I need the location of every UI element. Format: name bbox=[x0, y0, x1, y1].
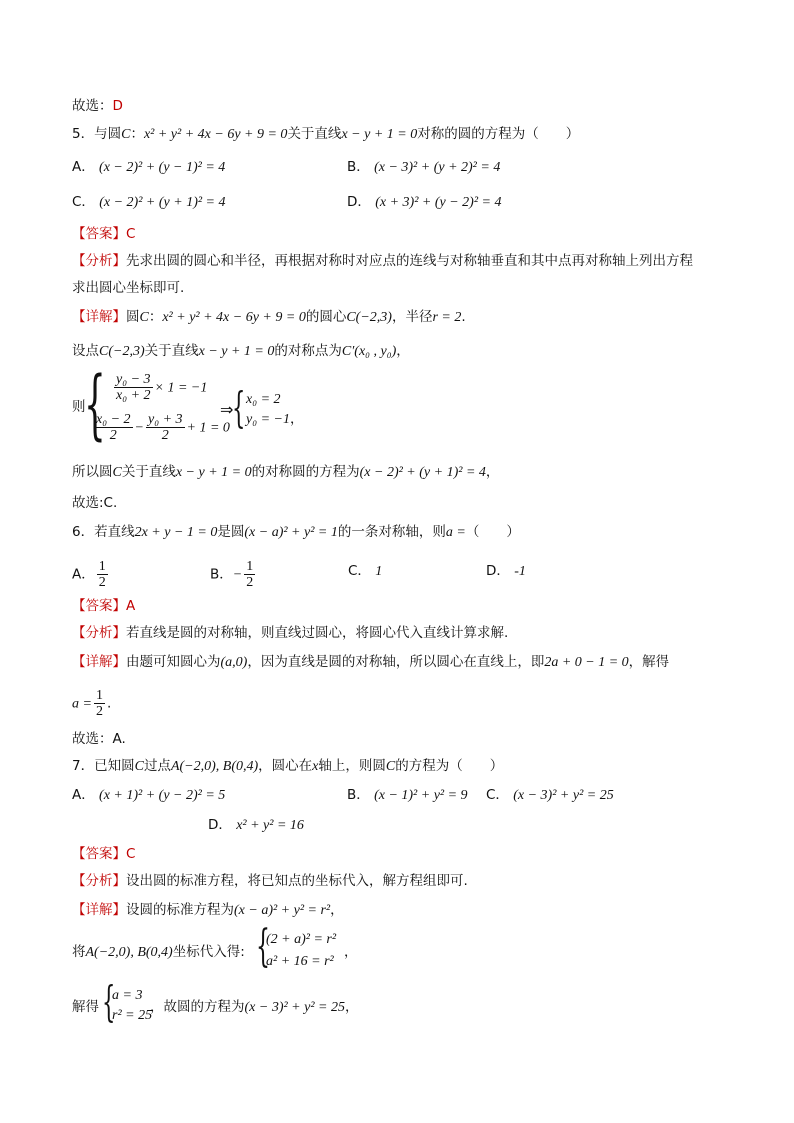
q6-option-a[interactable]: A． $\frac{1}{2}$ bbox=[72, 559, 106, 590]
q5-result-brace: { bbox=[232, 383, 246, 432]
q7-system-eq-1: (2 + a)² = r² bbox=[266, 932, 337, 947]
q5-option-d[interactable]: D． (x + 3)² + (y − 2)² = 4 bbox=[347, 194, 502, 210]
q5-detail-4: 所以圆C关于直线x − y + 1 = 0的对称圆的方程为(x − 2)² + (y + 1)² = 4， bbox=[72, 464, 500, 480]
q7-system-eq-2: a² + 16 = r² bbox=[266, 954, 334, 969]
q6-option-c[interactable]: C． 1 bbox=[348, 563, 383, 579]
q5-option-a[interactable]: A． (x − 2)² + (y − 1)² = 4 bbox=[72, 159, 226, 175]
q5-final: 故选:C. bbox=[72, 495, 118, 511]
q5-then-label: 则 bbox=[72, 399, 86, 415]
q6-detail-2: a = $\frac{1}{2}$ . bbox=[72, 688, 112, 719]
q5-analysis: 【分析】先求出圆的圆心和半径，再根据对称时对应点的连线与对称轴垂直和其中点再对称轴上列出方程 bbox=[72, 253, 693, 269]
q5-result-2: y₀ = −1， bbox=[246, 411, 304, 427]
q7-detail-2: 将A(−2,0), B(0,4)坐标代入得: bbox=[72, 944, 245, 960]
q5-implies-arrow: ⇒ bbox=[220, 400, 234, 419]
q6-detail-1: 【详解】由题可知圆心为(a,0)，因为直线是圆的对称轴，所以圆心在直线上，即2a + 0 − 1 = 0，解得 bbox=[72, 654, 670, 670]
q6-answer: 【答案】A bbox=[72, 598, 136, 614]
q7-option-b[interactable]: B． (x − 1)² + y² = 9 bbox=[347, 787, 468, 803]
q5-stem: 5．与圆C：x² + y² + 4x − 6y + 9 = 0关于直线x − y + 1 = 0对称的圆的方程为（ ） bbox=[72, 126, 580, 142]
q7-analysis: 【分析】设出圆的标准方程，将已知点的坐标代入，解方程组即可. bbox=[72, 873, 468, 889]
q5-detail-1: 【详解】圆C：x² + y² + 4x − 6y + 9 = 0的圆心C(−2,3)，半径r = 2. bbox=[72, 309, 466, 325]
q5-detail-2: 设点C(−2,3)关于直线x − y + 1 = 0的对称点为C′(x₀ , y₀)， bbox=[72, 343, 410, 359]
q6-stem: 6．若直线2x + y − 1 = 0是圆(x − a)² + y² = 1的一条对称轴，则a =（ ） bbox=[72, 524, 520, 540]
q7-result-2: r² = 25 bbox=[112, 1008, 153, 1023]
q6-option-b[interactable]: B．− $\frac{1}{2}$ bbox=[210, 559, 254, 590]
q5-option-b[interactable]: B． (x − 3)² + (y + 2)² = 4 bbox=[347, 159, 501, 175]
q5-system-eq-1: $\frac{\text{y₀ − 3}}{\text{x₀ + 2}}$ × 1 = −1 bbox=[116, 372, 208, 403]
q4-answer: D bbox=[112, 98, 123, 114]
q7-option-c[interactable]: C． (x − 3)² + y² = 25 bbox=[486, 787, 614, 803]
q7-option-d[interactable]: D． x² + y² = 16 bbox=[208, 817, 304, 833]
q7-detail-1: 【详解】设圆的标准方程为(x − a)² + y² = r²， bbox=[72, 902, 344, 918]
q7-system-brace: { bbox=[256, 921, 270, 972]
q7-option-a[interactable]: A． (x + 1)² + (y − 2)² = 5 bbox=[72, 787, 226, 803]
q6-option-d[interactable]: D． -1 bbox=[486, 563, 526, 579]
q6-final: 故选：A. bbox=[72, 731, 126, 747]
q7-stem: 7．已知圆C过点A(−2,0), B(0,4)，圆心在x轴上，则圆C的方程为（ ） bbox=[72, 758, 504, 774]
q6-analysis: 【分析】若直线是圆的对称轴，则直线过圆心，将圆心代入直线计算求解. bbox=[72, 625, 509, 641]
q5-analysis-cont: 求出圆心坐标即可. bbox=[72, 280, 185, 296]
q7-answer: 【答案】C bbox=[72, 846, 136, 862]
q5-result-1: x₀ = 2 bbox=[246, 392, 281, 407]
q5-option-c[interactable]: C． (x − 2)² + (y + 1)² = 4 bbox=[72, 194, 226, 210]
q7-detail-3: ，故圆的方程为(x − 3)² + y² = 25， bbox=[150, 999, 359, 1015]
q7-result-1: a = 3 bbox=[112, 988, 143, 1003]
q5-answer: 【答案】C bbox=[72, 226, 136, 242]
q7-result-brace: { bbox=[102, 977, 116, 1026]
q7-solve-label: 解得 bbox=[72, 999, 99, 1015]
q7-system-tail: ， bbox=[344, 944, 358, 960]
q5-system-eq-2: $\frac{\text{x₀ − 2}}{2}$ − $\frac{\text{y₀ + 3}}{2}$ + 1 = 0 bbox=[96, 412, 230, 443]
q4-final: 故选：D bbox=[72, 98, 123, 114]
q5-system-brace: { bbox=[84, 359, 106, 448]
